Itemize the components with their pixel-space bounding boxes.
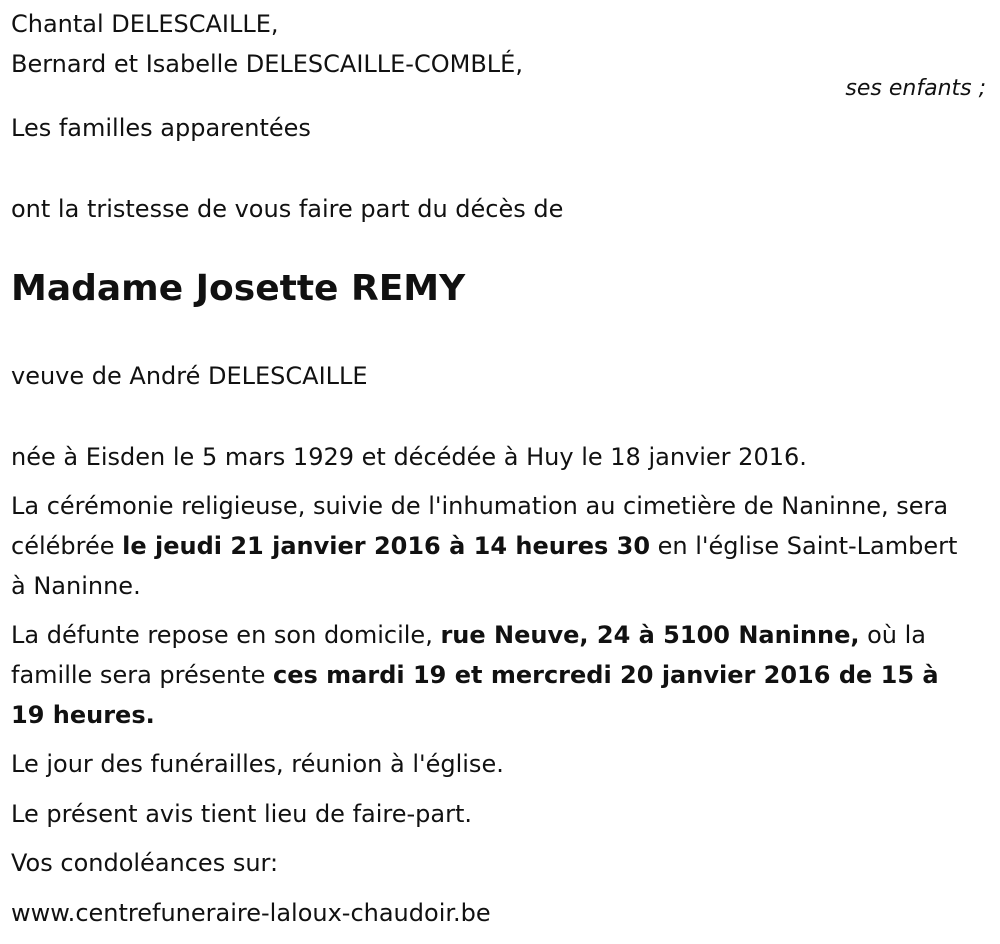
repose-text-2: où la famille sera présente — [11, 621, 927, 689]
family-relation-note: ses enfants ; — [845, 76, 986, 101]
ceremony-paragraph — [11, 486, 979, 606]
condolences-label: Vos condoléances sur: — [11, 849, 279, 877]
obituary-notice — [11, 0, 986, 944]
repose-address: rue Neuve, 24 à 5100 Naninne, — [440, 621, 860, 649]
deceased-name: Madame Josette REMY — [11, 268, 466, 309]
condolences-website: www.centrefuneraire-laloux-chaudoir.be — [11, 899, 491, 927]
announcement-text: ont la tristesse de vous faire part du décès de — [11, 195, 564, 223]
related-families: Les familles apparentées — [11, 114, 311, 142]
widow-of-text: veuve de André DELESCAILLE — [11, 362, 368, 390]
family-member-2: Bernard et Isabelle DELESCAILLE-COMBLÉ, — [11, 50, 523, 78]
repose-paragraph — [11, 615, 979, 735]
repose-text-1: La défunte repose en son domicile, — [11, 621, 441, 649]
visiting-hours: ces mardi 19 et mercredi 20 janvier 2016 de 15 à 19 heures. — [11, 661, 939, 729]
ceremony-text-1: La cérémonie religieuse, suivie de l'inhumation au cimetière de Naninne, sera célébrée — [11, 492, 949, 560]
birth-death-text: née à Eisden le 5 mars 1929 et décédée à Huy le 18 janvier 2016. — [11, 443, 807, 471]
in-lieu-text: Le présent avis tient lieu de faire-part. — [11, 800, 473, 828]
ceremony-date: le jeudi 21 janvier 2016 à 14 heures 30 — [122, 532, 651, 560]
funeral-meeting-text: Le jour des funérailles, réunion à l'église. — [11, 750, 504, 778]
family-member-1: Chantal DELESCAILLE, — [11, 10, 279, 38]
ceremony-text-2: en l'église Saint-Lambert à Naninne. — [11, 532, 958, 600]
